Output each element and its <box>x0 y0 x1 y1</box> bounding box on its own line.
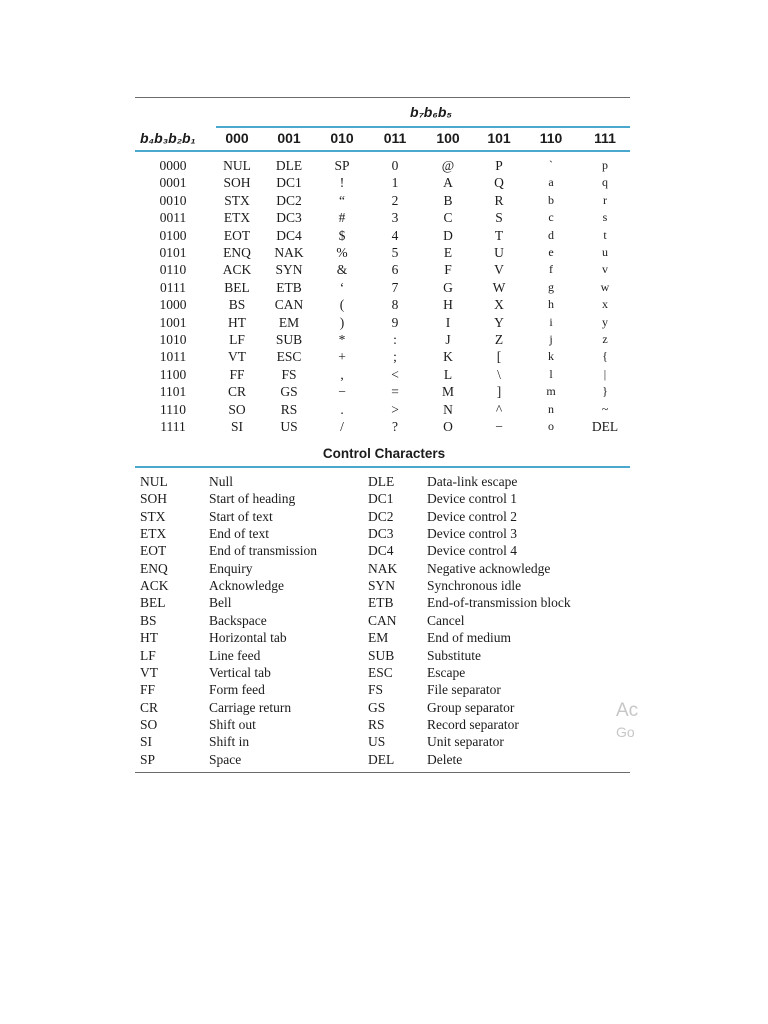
column-group-label: b₇b₆b₅ <box>410 104 452 120</box>
header-rule <box>135 150 630 152</box>
ascii-cell: z <box>602 332 608 346</box>
ascii-cell: ENQ <box>223 245 251 260</box>
control-name: Record separator <box>427 716 519 732</box>
control-name: Device control 2 <box>427 508 517 524</box>
column-header: 011 <box>383 130 407 146</box>
ascii-cell: DEL <box>591 419 619 434</box>
ascii-cell: 7 <box>391 279 399 295</box>
ascii-cell: v <box>602 262 608 277</box>
ascii-cell: : <box>393 332 397 347</box>
ascii-cell: E <box>443 245 453 260</box>
table-top-rule <box>135 97 630 98</box>
column-header: 010 <box>330 130 354 146</box>
ascii-cell: d <box>548 227 554 242</box>
ascii-cell: ! <box>339 175 345 191</box>
ascii-cell: A <box>443 175 453 191</box>
row-code: 1100 <box>159 366 187 382</box>
ascii-cell: DC1 <box>276 175 302 191</box>
ascii-cell: CR <box>227 384 247 400</box>
control-abbr: LF <box>140 647 156 663</box>
ascii-cell: ] <box>496 384 502 400</box>
ascii-cell: “ <box>339 192 345 208</box>
ascii-cell: f <box>549 262 553 277</box>
ascii-cell: q <box>602 175 608 190</box>
ascii-cell: % <box>336 245 348 260</box>
ascii-cell: c <box>548 210 554 225</box>
ascii-cell: U <box>494 245 504 260</box>
control-abbr: GS <box>368 699 386 715</box>
row-code: 0100 <box>159 227 187 243</box>
ascii-cell: # <box>338 210 346 226</box>
ascii-cell: STX <box>224 192 250 208</box>
ascii-cell: g <box>548 279 554 294</box>
control-abbr: ENQ <box>140 560 168 576</box>
row-bits-label: b₄b₃b₂b₁ <box>140 130 196 146</box>
control-abbr: ESC <box>368 664 393 680</box>
control-name: Horizontal tab <box>209 630 287 646</box>
control-name: End of transmission <box>209 543 317 559</box>
control-name: File separator <box>427 682 501 698</box>
row-code: 0101 <box>159 245 187 260</box>
row-code: 1000 <box>159 297 187 313</box>
ascii-cell: | <box>603 366 607 381</box>
ascii-cell: Z <box>494 332 504 347</box>
ascii-cell: SYN <box>275 262 303 278</box>
ascii-cell: ) <box>339 314 345 330</box>
ascii-cell: h <box>548 297 554 312</box>
ascii-cell: ‘ <box>339 279 345 295</box>
row-code: 0111 <box>160 279 186 295</box>
ascii-cell: , <box>340 366 344 382</box>
control-name: Shift in <box>209 734 250 750</box>
ascii-cell: D <box>443 227 453 243</box>
ascii-cell: B <box>443 192 453 208</box>
ascii-cell: b <box>548 192 554 207</box>
ascii-cell: 3 <box>391 210 399 226</box>
control-name: Cancel <box>427 612 465 628</box>
ascii-cell: Y <box>494 314 504 330</box>
ascii-cell: n <box>548 401 554 416</box>
control-abbr: SUB <box>368 647 395 663</box>
control-name: Space <box>209 751 242 767</box>
ascii-cell: 2 <box>391 192 399 208</box>
table-bottom-rule <box>135 772 630 773</box>
ascii-cell: Q <box>494 175 504 191</box>
ascii-cell: 5 <box>391 245 399 260</box>
control-name: Delete <box>427 751 463 767</box>
control-name: Start of heading <box>209 491 296 507</box>
row-code: 0000 <box>159 158 187 173</box>
control-abbr: HT <box>140 630 158 646</box>
control-abbr: DLE <box>368 474 395 489</box>
control-name: End of medium <box>427 630 511 646</box>
ascii-cell: M <box>441 384 455 400</box>
ascii-cell: O <box>443 419 453 434</box>
ascii-cell: r <box>603 192 607 207</box>
ascii-cell: y <box>602 314 608 329</box>
ascii-cell: e <box>548 245 554 259</box>
control-abbr: DC4 <box>368 543 394 559</box>
ascii-cell: * <box>338 332 346 347</box>
ascii-cell: P <box>495 158 503 173</box>
ascii-cell: H <box>443 297 453 313</box>
ascii-cell: BS <box>228 297 246 313</box>
control-name: Acknowledge <box>209 578 284 594</box>
ascii-cell: SO <box>228 401 246 417</box>
ascii-cell: V <box>494 262 504 278</box>
ascii-cell: DLE <box>275 158 303 173</box>
control-abbr: DEL <box>368 751 395 767</box>
ascii-cell: & <box>336 262 348 278</box>
ascii-cell: CAN <box>274 297 304 313</box>
control-name: Carriage return <box>209 699 292 715</box>
column-header: 100 <box>436 130 460 146</box>
control-name: End of text <box>209 526 269 542</box>
control-abbr: SI <box>140 734 153 750</box>
control-characters-title: Control Characters <box>322 446 446 461</box>
row-code: 0001 <box>159 175 187 191</box>
ascii-cell: w <box>600 279 610 294</box>
control-name: Unit separator <box>427 734 504 750</box>
ascii-cell: 8 <box>391 297 399 313</box>
row-code: 0011 <box>159 210 187 226</box>
ascii-cell: ACK <box>222 262 252 278</box>
control-abbr: SP <box>140 751 156 767</box>
ascii-cell: FF <box>229 366 245 382</box>
ascii-cell: RS <box>280 401 298 417</box>
control-abbr: EOT <box>140 543 167 559</box>
control-name: Device control 4 <box>427 543 517 559</box>
ascii-cell: I <box>445 314 451 330</box>
ascii-cell: l <box>549 366 553 381</box>
ascii-cell: FS <box>281 366 297 382</box>
ascii-cell: i <box>549 314 553 329</box>
ascii-cell: R <box>494 192 504 208</box>
control-abbr: BS <box>140 612 157 628</box>
control-abbr: ETB <box>368 595 394 611</box>
ascii-cell: F <box>444 262 452 278</box>
control-abbr: DC3 <box>368 526 394 542</box>
ascii-cell: ~ <box>601 401 609 416</box>
row-code: 1111 <box>160 419 186 434</box>
control-name: Enquiry <box>209 560 253 576</box>
control-abbr: VT <box>140 664 158 680</box>
ascii-cell: EM <box>278 314 300 330</box>
control-abbr: US <box>368 734 386 750</box>
ascii-cell: ( <box>339 297 345 313</box>
ascii-cell: 4 <box>391 227 399 243</box>
ascii-cell: GS <box>280 384 298 400</box>
control-name: Group separator <box>427 699 515 715</box>
ascii-cell: k <box>548 349 554 364</box>
ascii-cell: ETX <box>223 210 251 226</box>
control-name: Escape <box>427 664 466 680</box>
control-name: Bell <box>209 595 232 611</box>
ascii-cell: X <box>494 297 504 313</box>
ascii-cell: + <box>338 349 346 365</box>
ascii-cell: G <box>443 279 453 295</box>
control-abbr: CR <box>140 699 159 715</box>
ascii-cell: t <box>603 227 607 242</box>
control-name: Device control 3 <box>427 526 517 542</box>
ascii-cell: ; <box>393 349 397 365</box>
control-name: Data-link escape <box>427 474 518 489</box>
ascii-cell: ? <box>392 419 398 434</box>
control-abbr: DC1 <box>368 491 394 507</box>
ascii-cell: C <box>443 210 453 226</box>
column-header: 101 <box>487 130 511 146</box>
ascii-cell: J <box>445 332 451 347</box>
ascii-cell: SOH <box>223 175 251 191</box>
control-abbr: FS <box>368 682 384 698</box>
control-abbr: FF <box>140 682 156 698</box>
control-abbr: RS <box>368 716 385 732</box>
control-name: Synchronous idle <box>427 578 522 594</box>
ascii-cell: { <box>602 349 608 364</box>
ascii-cell: HT <box>228 314 246 330</box>
control-name: Substitute <box>427 647 482 663</box>
control-name: Line feed <box>209 647 261 663</box>
ascii-cell: 9 <box>391 314 399 330</box>
column-header: 001 <box>277 130 301 146</box>
control-name: Device control 1 <box>427 491 517 507</box>
ascii-cell: VT <box>228 349 246 365</box>
ascii-cell: u <box>602 245 608 259</box>
ascii-cell: − <box>338 384 346 400</box>
ascii-cell: SP <box>334 158 350 173</box>
control-abbr: EM <box>368 630 389 646</box>
ascii-cell: m <box>546 384 556 399</box>
control-name: End-of-transmission block <box>427 595 571 611</box>
control-abbr: SYN <box>368 578 396 594</box>
row-code: 1001 <box>159 314 187 330</box>
ascii-cell: a <box>548 175 554 190</box>
row-code: 1010 <box>159 332 187 347</box>
control-name: Start of text <box>209 508 273 524</box>
ascii-cell: \ <box>497 366 501 382</box>
control-name: Vertical tab <box>209 664 271 680</box>
ascii-cell: = <box>391 384 399 400</box>
ascii-cell: DC2 <box>276 192 302 208</box>
control-abbr: BEL <box>140 595 166 611</box>
control-name: Null <box>209 474 234 489</box>
control-name: Negative acknowledge <box>427 560 551 576</box>
ascii-cell: @ <box>441 158 455 173</box>
control-abbr: NAK <box>368 560 398 576</box>
ascii-cell: NAK <box>274 245 304 260</box>
ascii-cell: x <box>602 297 608 312</box>
control-abbr: ETX <box>140 526 167 542</box>
ascii-cell: S <box>495 210 503 226</box>
column-group-rule <box>216 126 630 128</box>
ascii-cell: ETB <box>276 279 302 295</box>
ascii-cell: 0 <box>391 158 399 173</box>
ascii-cell: / <box>340 419 344 434</box>
control-abbr: CAN <box>368 612 397 628</box>
column-header: 110 <box>539 130 563 146</box>
control-abbr: SOH <box>140 491 168 507</box>
control-title-rule <box>135 466 630 468</box>
ascii-cell: SUB <box>275 332 303 347</box>
ascii-cell: K <box>443 349 453 365</box>
ascii-cell: N <box>443 401 453 417</box>
ascii-cell: − <box>495 419 503 434</box>
ascii-cell: < <box>391 366 399 382</box>
ascii-cell: j <box>549 332 553 346</box>
activation-watermark-line1: Ac <box>616 700 639 721</box>
row-code: 1101 <box>159 384 187 400</box>
ascii-cell: SI <box>230 419 244 434</box>
ascii-cell: } <box>602 384 608 399</box>
ascii-cell: NUL <box>223 158 251 173</box>
activation-watermark-line2: Go <box>616 724 635 740</box>
control-name: Form feed <box>209 682 265 698</box>
row-code: 1011 <box>159 349 187 365</box>
ascii-cell: DC3 <box>276 210 302 226</box>
column-header: 111 <box>594 130 616 146</box>
ascii-cell: ^ <box>495 401 503 417</box>
ascii-cell: $ <box>338 227 346 243</box>
row-code: 1110 <box>160 401 186 417</box>
ascii-cell: o <box>548 419 554 433</box>
ascii-cell: BEL <box>224 279 250 295</box>
control-abbr: ACK <box>140 578 169 594</box>
ascii-cell: W <box>492 279 506 295</box>
row-code: 0010 <box>159 192 187 208</box>
control-abbr: SO <box>140 716 158 732</box>
ascii-cell: > <box>391 401 399 417</box>
ascii-cell: L <box>443 366 453 382</box>
ascii-cell: . <box>340 401 344 417</box>
column-header: 000 <box>225 130 249 146</box>
ascii-cell: T <box>494 227 504 243</box>
ascii-cell: s <box>602 210 608 225</box>
ascii-cell: 1 <box>391 175 399 191</box>
ascii-cell: DC4 <box>276 227 302 243</box>
row-code: 0110 <box>159 262 187 278</box>
ascii-cell: ` <box>549 158 553 172</box>
control-name: Backspace <box>209 612 267 628</box>
ascii-cell: p <box>602 158 608 172</box>
control-abbr: DC2 <box>368 508 394 524</box>
control-name: Shift out <box>209 716 256 732</box>
ascii-cell: [ <box>496 349 502 365</box>
ascii-cell: 6 <box>391 262 399 278</box>
control-abbr: STX <box>140 508 166 524</box>
ascii-cell: ESC <box>276 349 302 365</box>
control-abbr: NUL <box>140 474 168 489</box>
ascii-cell: US <box>280 419 298 434</box>
ascii-cell: EOT <box>223 227 251 243</box>
ascii-cell: LF <box>229 332 245 347</box>
